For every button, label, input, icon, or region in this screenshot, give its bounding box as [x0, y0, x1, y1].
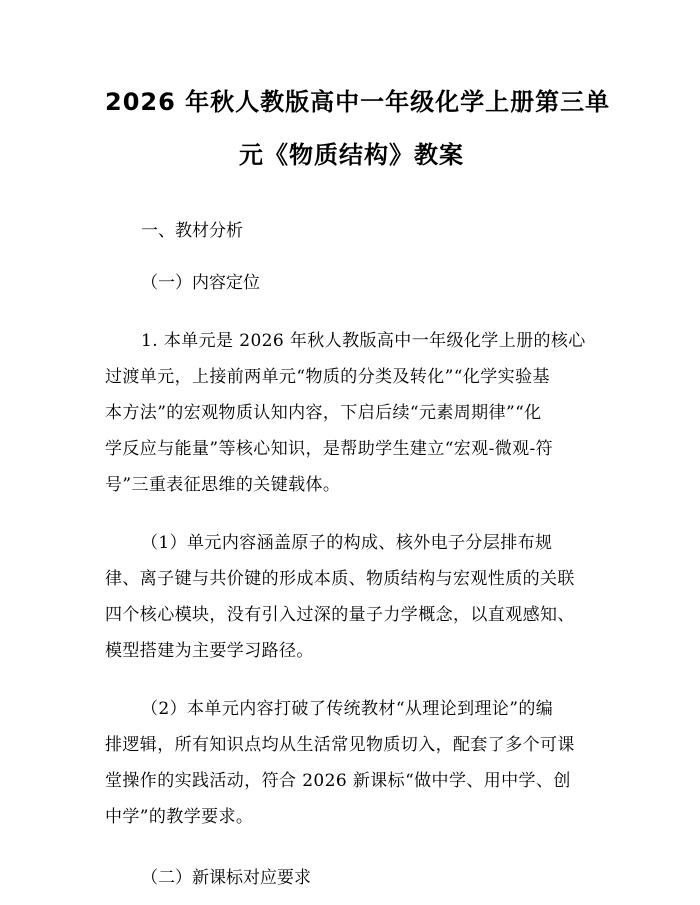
subsection-heading-content-positioning: （一）内容定位 — [141, 273, 260, 293]
subsection-heading-curriculum-standards: （二）新课标对应要求 — [141, 868, 311, 888]
paragraph-line: 本方法”的宏观物质认知内容，下启后续“元素周期律”“化 — [105, 403, 542, 423]
paragraph-line: （2）本单元内容打破了传统教材“从理论到理论”的编 — [141, 699, 554, 719]
paragraph-line: 四个核心模块，没有引入过深的量子力学概念，以直观感知、 — [105, 605, 575, 625]
paragraph-line: 中学”的教学要求。 — [105, 807, 254, 827]
document-title — [105, 76, 611, 182]
paragraph-line: 过渡单元，上接前两单元“物质的分类及转化”“化学实验基 — [105, 367, 550, 387]
paragraph-line: 排逻辑，所有知识点均从生活常见物质切入，配套了多个可课 — [105, 735, 575, 755]
title-line-2: 元《物质结构》教案 — [239, 141, 464, 169]
paragraph-line: 号”三重表征思维的关键载体。 — [105, 475, 341, 495]
paragraph-unit-overview — [105, 323, 598, 503]
paragraph-unit-arrangement-logic — [105, 691, 598, 835]
paragraph-line: 律、离子键与共价键的形成本质、物质结构与宏观性质的关联 — [105, 569, 575, 589]
paragraph-line: 堂操作的实践活动，符合 2026 新课标“做中学、用中学、创 — [105, 771, 571, 791]
paragraph-line: 1. 本单元是 2026 年秋人教版高中一年级化学上册的核心 — [141, 331, 586, 351]
paragraph-line: 学反应与能量”等核心知识，是帮助学生建立“宏观-微观-符 — [105, 439, 554, 459]
paragraph-line: 模型搭建为主要学习路径。 — [105, 641, 314, 661]
title-line-1: 2026 年秋人教版高中一年级化学上册第三单 — [105, 88, 611, 116]
section-heading-teaching-material-analysis: 一、教材分析 — [141, 221, 243, 241]
paragraph-line: （1）单元内容涵盖原子的构成、核外电子分层排布规 — [141, 533, 553, 553]
paragraph-unit-content-modules — [105, 525, 598, 669]
